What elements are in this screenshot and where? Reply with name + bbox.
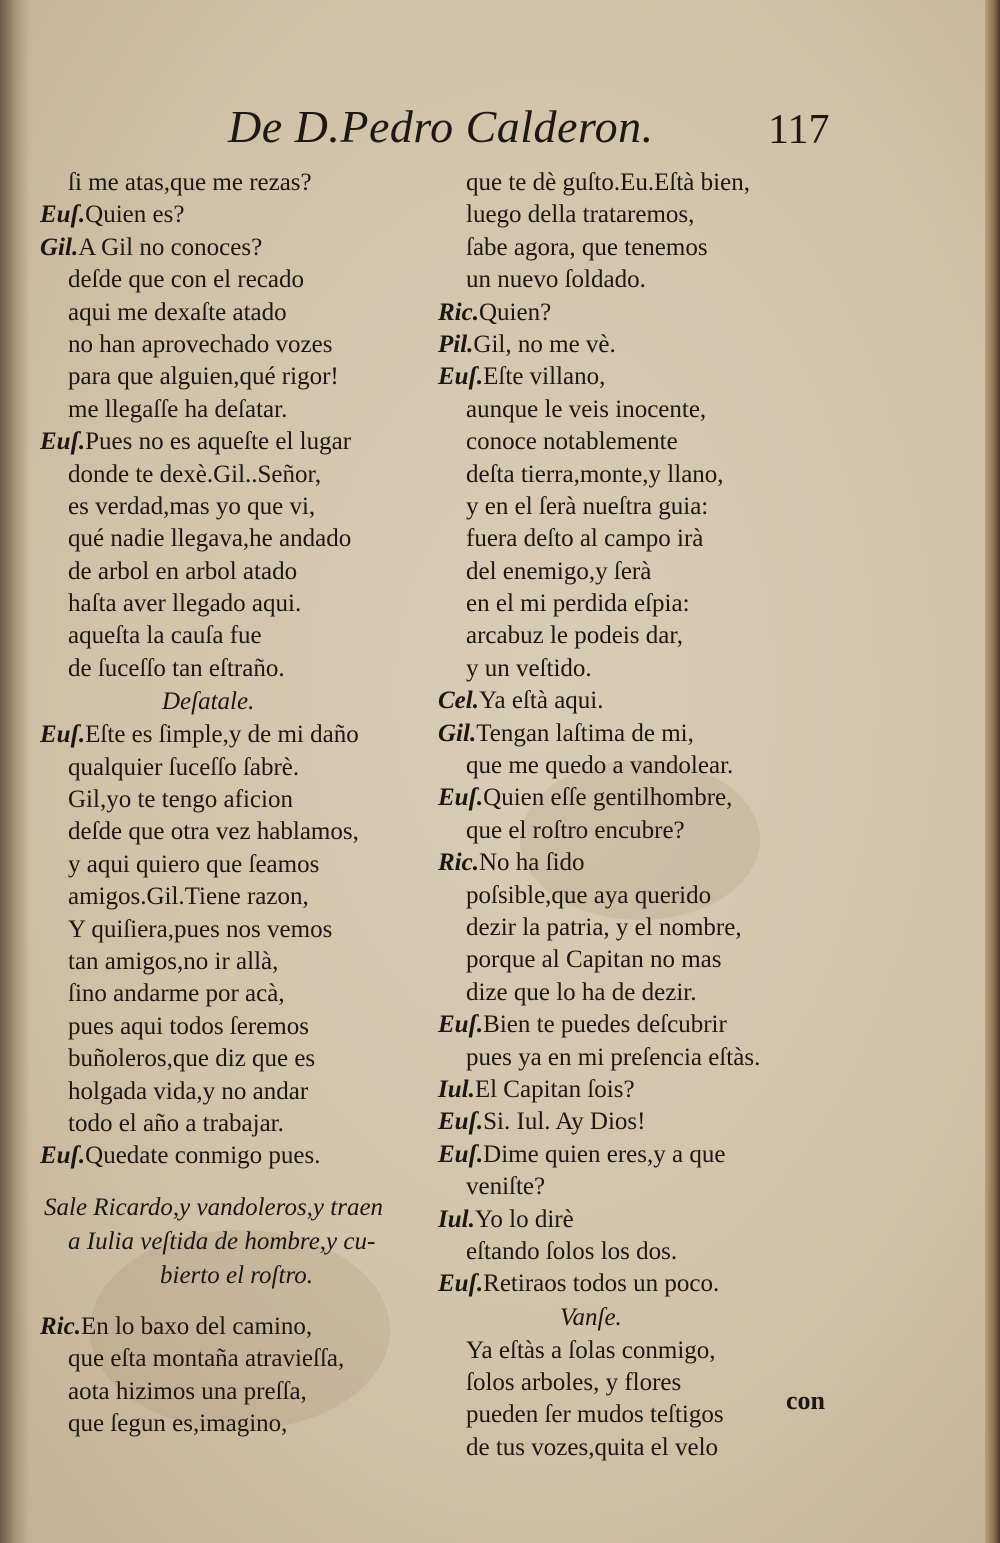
- verse-text: aota hizimos una preſſa,: [68, 1377, 307, 1405]
- verse-line: [438, 653, 838, 685]
- verse-line: [40, 199, 440, 231]
- verse-line: [40, 264, 440, 296]
- page-header: [0, 100, 985, 170]
- verse-text: y un veſtido.: [466, 654, 592, 682]
- verse-line: [40, 1140, 440, 1172]
- verse-text: Quien eſſe gentilhombre,: [483, 784, 733, 812]
- verse-text: es verdad,mas yo que vi,: [68, 492, 316, 520]
- verse-text: que te dè guſto.Eu.Eſtà bien,: [466, 169, 750, 196]
- verse-text: Tengan laſtima de mi,: [476, 719, 694, 747]
- verse-text: fuera deſto al campo irà: [466, 525, 704, 553]
- verse-text: holgada vida,y no andar: [68, 1077, 309, 1105]
- stage-direction-line: bierto el roſtro.: [160, 1261, 314, 1289]
- verse-text: ſolos arboles, y flores: [466, 1369, 682, 1397]
- binding-gutter: [0, 0, 30, 1543]
- verse-line: [438, 1335, 838, 1367]
- verse-text: Y quiſiera,pues nos vemos: [68, 915, 333, 943]
- verse-line: [438, 1204, 838, 1236]
- verse-text: Pues no es aqueſte el lugar: [85, 428, 352, 456]
- verse-text: qué nadie llegava,he andado: [68, 525, 352, 553]
- verse-text: porque al Capitan no mas: [466, 946, 722, 974]
- verse-line: [40, 1108, 440, 1140]
- verse-text: que eſta montaña atravieſſa,: [68, 1345, 345, 1373]
- verse-text: deſde que otra vez hablamos,: [68, 818, 359, 846]
- verse-line: [40, 685, 440, 719]
- verse-text: dize que lo ha de dezir.: [466, 978, 697, 1006]
- verse-text: para que alguien,qué rigor!: [68, 363, 339, 391]
- verse-text: del enemigo,y ſerà: [466, 557, 652, 585]
- verse-text: Eſte es ſimple,y de mi daño: [85, 721, 359, 749]
- verse-text: y aqui quiero que ſeamos: [68, 850, 320, 878]
- verse-line: [438, 847, 838, 879]
- verse-text: arcabuz le podeis dar,: [466, 622, 683, 650]
- left-column: [40, 167, 440, 1440]
- verse-line: [40, 784, 440, 816]
- verse-line: [438, 329, 838, 361]
- verse-line: [438, 1106, 838, 1138]
- speaker-label: Euſ.: [40, 1142, 86, 1170]
- verse-text: dezir la patria, y el nombre,: [466, 913, 742, 941]
- verse-line: [438, 815, 838, 847]
- verse-line: [40, 523, 440, 555]
- verse-text: donde te dexè.Gil..Señor,: [68, 460, 322, 488]
- verse-line: [40, 816, 440, 848]
- left-verse-lines-end: [40, 1311, 440, 1441]
- speaker-label: Euſ.: [438, 1270, 484, 1298]
- verse-line: [438, 782, 838, 814]
- speaker-label: Ric.: [438, 298, 479, 326]
- stage-direction-line: Sale Ricardo,y vandoleros,y traen: [44, 1193, 384, 1221]
- catchword: con: [786, 1386, 825, 1415]
- verse-text: todo el año a trabajar.: [68, 1109, 284, 1137]
- verse-line: [438, 264, 838, 296]
- verse-line: [438, 1009, 838, 1041]
- verse-line: [438, 588, 838, 620]
- verse-text: Ya eſtà aqui.: [478, 687, 604, 715]
- verse-line: [40, 978, 440, 1010]
- verse-line: [438, 556, 838, 588]
- verse-text: Quedate conmigo pues.: [85, 1142, 321, 1170]
- verse-line: [438, 361, 838, 393]
- verse-text: A Gil no conoces?: [78, 233, 263, 261]
- verse-line: [40, 653, 440, 685]
- verse-line: [438, 977, 838, 1009]
- verse-text: eſtando ſolos los dos.: [466, 1237, 678, 1265]
- speaker-label: Euſ.: [438, 784, 484, 812]
- verse-line: [438, 232, 838, 264]
- verse-line: [438, 1432, 838, 1464]
- verse-line: [40, 556, 440, 588]
- verse-line: [438, 199, 838, 231]
- verse-line: [438, 1074, 838, 1106]
- verse-text: veniſte?: [466, 1173, 546, 1201]
- verse-line: [438, 1042, 838, 1074]
- speaker-label: Ric.: [40, 1312, 81, 1340]
- speaker-label: Euſ.: [40, 721, 86, 749]
- verse-text: no han aprovechado vozes: [68, 330, 333, 358]
- verse-line: [40, 167, 440, 199]
- verse-text: de tus vozes,quita el velo: [466, 1433, 719, 1461]
- verse-line: [40, 491, 440, 523]
- verse-text: Retiraos todos un poco.: [483, 1270, 720, 1298]
- verse-line: [40, 1343, 440, 1375]
- verse-line: [40, 329, 440, 361]
- page-edge: [985, 0, 1000, 1543]
- spacer: [40, 1293, 440, 1311]
- verse-text: pues aqui todos ſeremos: [68, 1012, 309, 1040]
- verse-text: conoce notablemente: [466, 428, 678, 456]
- verse-text: Gil, no me vè.: [473, 330, 616, 358]
- verse-line: [438, 167, 838, 199]
- verse-text: deſta tierra,monte,y llano,: [466, 460, 724, 488]
- verse-text: Quien?: [478, 298, 552, 326]
- verse-text: Bien te puedes deſcubrir: [483, 1011, 727, 1039]
- verse-line: [438, 1268, 838, 1300]
- verse-text: en el mi perdida eſpia:: [466, 590, 690, 618]
- verse-text: aqueſta la cauſa fue: [68, 622, 262, 650]
- speaker-label: Iul.: [438, 1075, 475, 1103]
- verse-text: y en el ſerà nueſtra guia:: [466, 492, 709, 520]
- verse-line: [40, 1376, 440, 1408]
- verse-line: [40, 914, 440, 946]
- verse-text: ſi me atas,que me rezas?: [68, 169, 312, 196]
- verse-text: haſta aver llegado aqui.: [68, 590, 302, 618]
- verse-text: de arbol en arbol atado: [68, 557, 298, 585]
- verse-text: deſde que con el recado: [68, 266, 304, 294]
- verse-text: que ſegun es,imagino,: [68, 1409, 288, 1437]
- verse-text: Eſte villano,: [483, 363, 606, 391]
- speaker-label: Euſ.: [40, 201, 86, 229]
- verse-text: Dime quien eres,y a que: [483, 1140, 726, 1168]
- verse-line: [438, 1301, 838, 1335]
- verse-line: [40, 881, 440, 913]
- verse-line: [438, 685, 838, 717]
- verse-text: poſsible,que aya querido: [466, 881, 712, 909]
- verse-line: [438, 1236, 838, 1268]
- verse-text: Quien es?: [85, 201, 185, 229]
- verse-line: [438, 297, 838, 329]
- verse-line: [40, 361, 440, 393]
- verse-line: [438, 459, 838, 491]
- spacer: [40, 1173, 440, 1191]
- verse-text: Yo lo dirè: [474, 1205, 574, 1233]
- verse-text: tan amigos,no ir allà,: [68, 947, 279, 975]
- stage-direction-line: a Iulia veſtida de hombre,y cu-: [68, 1227, 376, 1255]
- verse-text: luego della trataremos,: [466, 201, 695, 229]
- speaker-label: Gil.: [40, 233, 79, 261]
- verse-text: Ya eſtàs a ſolas conmigo,: [466, 1336, 716, 1364]
- verse-line: [438, 912, 838, 944]
- verse-text: pueden ſer mudos teſtigos: [466, 1401, 724, 1429]
- right-verse-lines: [438, 167, 838, 1464]
- right-column: [438, 167, 838, 1464]
- verse-line: [40, 588, 440, 620]
- verse-line: [438, 718, 838, 750]
- verse-text: pues ya en mi preſencia eſtàs.: [466, 1043, 761, 1071]
- verse-line: [438, 750, 838, 782]
- verse-text: que me quedo a vandolear.: [466, 752, 734, 780]
- verse-text: aunque le veis inocente,: [466, 395, 707, 423]
- verse-line: [40, 1043, 440, 1075]
- verse-line: [438, 1367, 838, 1399]
- speaker-label: Iul.: [438, 1205, 475, 1233]
- verse-line: [438, 491, 838, 523]
- verse-text: No ha ſido: [478, 849, 585, 877]
- verse-text: El Capitan ſois?: [474, 1075, 635, 1103]
- verse-line: [40, 1408, 440, 1440]
- verse-line: [40, 752, 440, 784]
- verse-line: [40, 394, 440, 426]
- verse-line: [438, 1399, 838, 1431]
- speaker-label: Euſ.: [438, 1140, 484, 1168]
- verse-line: [40, 946, 440, 978]
- verse-line: [40, 1076, 440, 1108]
- speaker-label: Cel.: [438, 687, 479, 715]
- verse-text: aqui me dexaſte atado: [68, 298, 287, 326]
- verse-text: qualquier ſuceſſo ſabrè.: [68, 753, 300, 781]
- verse-line: [438, 1139, 838, 1171]
- verse-text: buñoleros,que diz que es: [68, 1045, 316, 1073]
- verse-line: [40, 1311, 440, 1343]
- verse-line: [40, 849, 440, 881]
- speaker-label: Euſ.: [438, 1108, 484, 1136]
- speaker-label: Euſ.: [40, 428, 86, 456]
- verse-line: [438, 426, 838, 458]
- verse-text: ſabe agora, que tenemos: [466, 233, 708, 261]
- running-title: De D.Pedro Calderon.: [228, 101, 654, 152]
- speaker-label: Gil.: [438, 719, 477, 747]
- left-verse-lines: [40, 167, 440, 1173]
- page-number: 117: [768, 107, 830, 153]
- verse-text: Si. Iul. Ay Dios!: [483, 1108, 646, 1136]
- speaker-label: Euſ.: [438, 1011, 484, 1039]
- verse-line: [438, 880, 838, 912]
- verse-line: [40, 426, 440, 458]
- verse-line: [40, 620, 440, 652]
- verse-line: [40, 232, 440, 264]
- speaker-label: Ric.: [438, 849, 479, 877]
- verse-line: [438, 1171, 838, 1203]
- verse-text: que el roſtro encubre?: [466, 816, 685, 844]
- verse-text: Gil,yo te tengo aficion: [68, 786, 293, 814]
- verse-line: [438, 620, 838, 652]
- verse-line: [40, 459, 440, 491]
- verse-line: [438, 394, 838, 426]
- stage-direction: [40, 1191, 440, 1293]
- verse-text: de ſuceſſo tan eſtraño.: [68, 654, 285, 682]
- speaker-label: Pil.: [438, 330, 474, 358]
- verse-text: me llegaſſe ha deſatar.: [68, 395, 288, 423]
- verse-text: Vanſe.: [560, 1303, 622, 1331]
- verse-text: un nuevo ſoldado.: [466, 266, 646, 294]
- speaker-label: Euſ.: [438, 363, 484, 391]
- verse-text: amigos.Gil.Tiene razon,: [68, 883, 309, 911]
- verse-text: En lo baxo del camino,: [80, 1312, 313, 1340]
- verse-line: [438, 944, 838, 976]
- verse-text: ſino andarme por acà,: [68, 980, 285, 1008]
- verse-line: [40, 719, 440, 751]
- verse-line: [438, 523, 838, 555]
- verse-line: [40, 1011, 440, 1043]
- verse-text: Deſatale.: [162, 688, 255, 716]
- verse-line: [40, 297, 440, 329]
